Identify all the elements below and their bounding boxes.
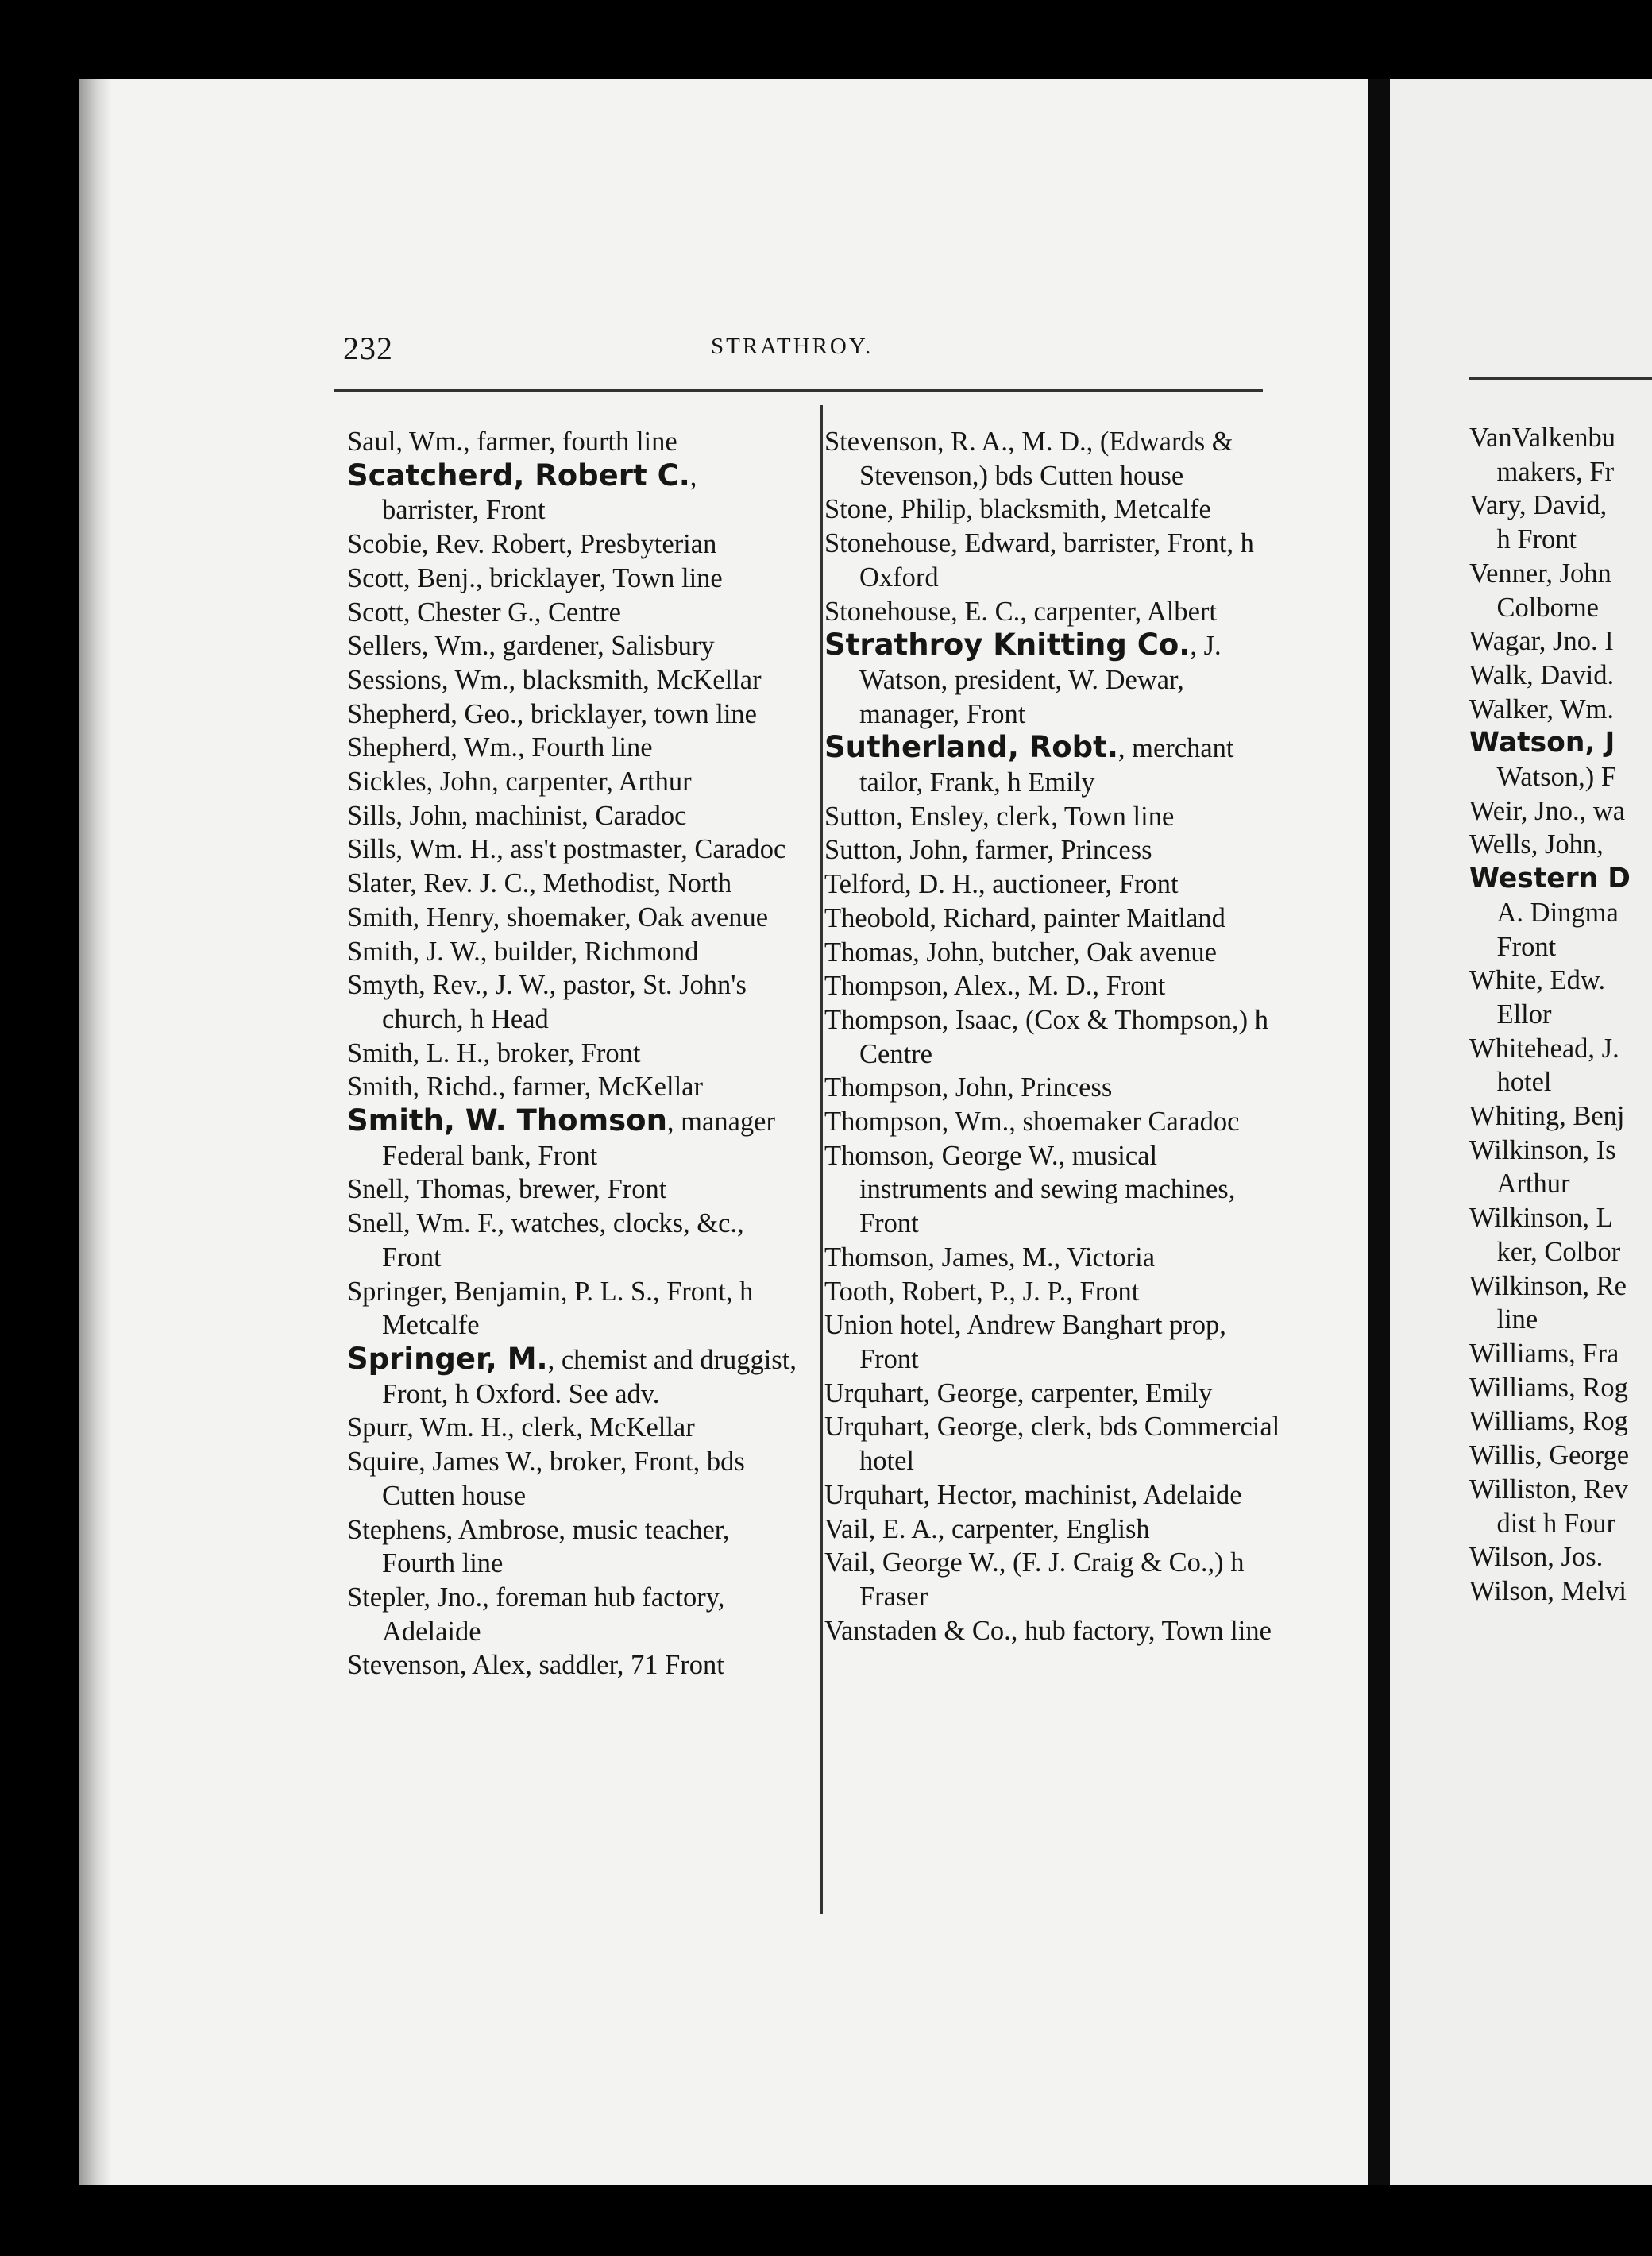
directory-entry (347, 527, 800, 562)
partial-entry-line: Arthur (1469, 1169, 1570, 1199)
page-edge-shadow (79, 79, 110, 2185)
partial-entry-line: dist h Four (1469, 1508, 1616, 1539)
entry-text: Slater, Rev. J. C., Methodist, North (347, 868, 732, 899)
entry-text: Thompson, John, Princess (824, 1072, 1113, 1103)
directory-entry (824, 1614, 1281, 1648)
entry-text: Shepherd, Geo., bricklayer, town line (347, 698, 757, 729)
entry-text: Spurr, Wm. H., clerk, McKellar (347, 1412, 695, 1443)
directory-entry (824, 1003, 1281, 1071)
entry-text: Smith, J. W., builder, Richmond (347, 936, 699, 967)
entry-text: , manager Federal bank, Front (382, 1107, 775, 1171)
entry-text: Thomas, John, butcher, Oak avenue (824, 937, 1217, 968)
entry-text: Scott, Benj., bricklayer, Town line (347, 562, 723, 593)
directory-entry (824, 1275, 1281, 1309)
entry-text: Sills, Wm. H., ass't postmaster, Caradoc (347, 834, 786, 865)
entry-text: Snell, Thomas, brewer, Front (347, 1174, 667, 1205)
entry-text: Shepherd, Wm., Fourth line (347, 732, 653, 763)
entry-text: Union hotel, Andrew Banghart prop, Front (824, 1310, 1226, 1374)
directory-entry (824, 902, 1281, 936)
entry-name-bold: Springer, M. (347, 1341, 548, 1376)
partial-entry-line: Wilkinson, L (1469, 1203, 1613, 1234)
directory-entry (347, 459, 800, 527)
directory-entry (824, 1512, 1281, 1547)
entry-text: Stephens, Ambrose, music teacher, Fourth line (347, 1514, 730, 1579)
partial-entry-line: Watson, J (1469, 727, 1615, 759)
directory-entry (824, 1410, 1281, 1478)
directory-entry (824, 936, 1281, 970)
directory-entry (347, 968, 800, 1036)
entry-text: Thompson, Alex., M. D., Front (824, 971, 1166, 1002)
partial-entry-line: Williston, Rev (1469, 1474, 1628, 1505)
running-head: STRATHROY. (711, 334, 874, 359)
entry-text: Urquhart, Hector, machinist, Adelaide (824, 1479, 1242, 1510)
entry-text: Sessions, Wm., blacksmith, McKellar (347, 664, 762, 695)
right-page-head-rule (1469, 377, 1652, 380)
directory-entry (347, 867, 800, 901)
entry-text: Thomson, James, M., Victoria (824, 1242, 1156, 1273)
entry-text: Springer, Benjamin, P. L. S., Front, h Metcalfe (347, 1276, 754, 1341)
directory-entry (824, 425, 1281, 493)
partial-entry-line: hotel (1469, 1067, 1552, 1098)
directory-entry (824, 628, 1281, 731)
partial-entry-line: White, Edw. (1469, 965, 1606, 996)
entry-text: Tooth, Robert, P., J. P., Front (824, 1276, 1140, 1307)
directory-entry (347, 1275, 800, 1342)
entry-text: Stonehouse, E. C., carpenter, Albert (824, 596, 1217, 627)
partial-entry-line: Colborne (1469, 592, 1599, 623)
entry-text: , chemist and druggist, Front, h Oxford. See adv. (382, 1344, 797, 1409)
directory-entry (824, 1377, 1281, 1411)
entry-text: Sutton, John, farmer, Princess (824, 835, 1152, 866)
directory-entry (347, 799, 800, 833)
directory-entry (347, 731, 800, 765)
entry-text: Thomson, George W., musical instruments and sewing machines, Front (824, 1140, 1236, 1239)
directory-entry (347, 1037, 800, 1071)
entry-text: Scott, Chester G., Centre (347, 597, 621, 628)
entry-text: Snell, Wm. F., watches, clocks, &c., Front (347, 1208, 744, 1273)
directory-entry (347, 832, 800, 867)
entry-name-bold: Scatcherd, Robert C. (347, 458, 690, 493)
directory-entry (824, 1139, 1281, 1241)
directory-entry (347, 1342, 800, 1411)
directory-entry (347, 901, 800, 935)
directory-entry (347, 1070, 800, 1104)
entry-text: Saul, Wm., farmer, fourth line (347, 427, 677, 457)
directory-entry (347, 562, 800, 596)
entry-text: , merchant tailor, Frank, h Emily (859, 733, 1234, 798)
right-page (1390, 79, 1652, 2185)
directory-entry (347, 1513, 800, 1581)
directory-entry (824, 1071, 1281, 1105)
entry-name-bold: Smith, W. Thomson (347, 1103, 667, 1138)
partial-entry-line: VanValkenbu (1469, 423, 1615, 453)
partial-entry-line: Walk, David. (1469, 659, 1615, 690)
entry-name-bold: Sutherland, Robt. (824, 730, 1118, 765)
partial-entry-line: Wilkinson, Re (1469, 1270, 1627, 1301)
directory-entry (347, 697, 800, 732)
partial-entry-line: Watson,) F (1469, 762, 1617, 793)
entry-text: Smith, L. H., broker, Front (347, 1037, 641, 1068)
partial-entry-line: Front (1469, 931, 1557, 962)
partial-entry-line: Wagar, Jno. I (1469, 626, 1614, 657)
entry-text: Smyth, Rev., J. W., pastor, St. John's church, h Head (347, 970, 747, 1034)
page-number: 232 (343, 330, 393, 366)
partial-entry-line: Vary, David, (1469, 490, 1608, 521)
partial-entry-line: Wilson, Jos. (1469, 1542, 1604, 1573)
entry-text: , barrister, Front (382, 461, 697, 526)
entry-text: Sills, John, machinist, Caradoc (347, 800, 687, 831)
entry-text: Vail, George W., (F. J. Craig & Co.,) h Fraser (824, 1547, 1245, 1612)
directory-entry (824, 1478, 1281, 1512)
right-page-column (1469, 421, 1652, 1609)
directory-entry (347, 629, 800, 663)
directory-entry (347, 935, 800, 969)
entry-text: Sellers, Wm., gardener, Salisbury (347, 631, 715, 662)
partial-entry-line: Williams, Rog (1469, 1372, 1628, 1403)
directory-column-left (347, 425, 800, 1682)
entry-text: Smith, Richd., farmer, McKellar (347, 1072, 703, 1103)
entry-text: , J. Watson, president, W. Dewar, manager, Front (859, 631, 1222, 729)
book-gutter (1368, 79, 1390, 2185)
partial-entry-line: Willis, George (1469, 1440, 1630, 1471)
directory-entry (824, 1546, 1281, 1613)
entry-text: Thompson, Isaac, (Cox & Thompson,) h Centre (824, 1004, 1268, 1069)
partial-entry-line: Whitehead, J. (1469, 1033, 1619, 1064)
partial-entry-line: Williams, Fra (1469, 1338, 1619, 1369)
partial-entry-line: Whiting, Benj (1469, 1101, 1625, 1132)
entry-text: Stevenson, Alex, saddler, 71 Front (347, 1650, 724, 1681)
partial-entry-line: Weir, Jno., wa (1469, 795, 1626, 826)
directory-entry (347, 1648, 800, 1682)
entry-text: Vanstaden & Co., hub factory, Town line (824, 1615, 1272, 1646)
partial-entry-line: Ellor (1469, 999, 1552, 1029)
directory-entry (824, 800, 1281, 834)
partial-entry-line: makers, Fr (1469, 456, 1615, 487)
directory-entry (347, 1172, 800, 1207)
directory-entry (347, 1104, 800, 1172)
entry-text: Stepler, Jno., foreman hub factory, Adelaide (347, 1582, 725, 1647)
partial-entry-line: Wilson, Melvi (1469, 1575, 1627, 1606)
partial-entry-line: h Front (1469, 524, 1577, 555)
directory-entry (824, 1105, 1281, 1139)
directory-entry (824, 969, 1281, 1003)
directory-entry (824, 833, 1281, 867)
directory-entry (347, 1581, 800, 1648)
directory-entry (824, 595, 1281, 629)
partial-entry-line: Wilkinson, Is (1469, 1134, 1616, 1165)
directory-entry (824, 1308, 1281, 1376)
entry-text: Stevenson, R. A., M. D., (Edwards & Stevenson,) bds Cutten house (824, 427, 1233, 491)
entry-text: Vail, E. A., carpenter, English (824, 1513, 1150, 1544)
entry-text: Sutton, Ensley, clerk, Town line (824, 801, 1175, 832)
directory-entry (347, 596, 800, 630)
directory-entry (824, 493, 1281, 527)
entry-text: Urquhart, George, carpenter, Emily (824, 1377, 1213, 1408)
directory-entry (347, 1207, 800, 1274)
entry-text: Stone, Philip, blacksmith, Metcalfe (824, 494, 1211, 525)
entry-text: Stonehouse, Edward, barrister, Front, h Oxford (824, 528, 1254, 593)
entry-text: Smith, Henry, shoemaker, Oak avenue (347, 902, 769, 933)
entry-name-bold: Strathroy Knitting Co. (824, 628, 1191, 663)
directory-entry (824, 1241, 1281, 1275)
directory-entry (347, 1411, 800, 1445)
entry-text: Squire, James W., broker, Front, bds Cutten house (347, 1447, 745, 1511)
directory-entry (824, 527, 1281, 594)
entry-text: Thompson, Wm., shoemaker Caradoc (824, 1107, 1240, 1138)
directory-column-middle (824, 425, 1281, 1648)
partial-entry-line: A. Dingma (1469, 897, 1619, 928)
header-rule (334, 389, 1263, 392)
directory-entry (347, 663, 800, 697)
entry-text: Theobold, Richard, painter Maitland (824, 902, 1225, 933)
partial-entry-line: Walker, Wm. (1469, 693, 1615, 724)
entry-text: Scobie, Rev. Robert, Presbyterian (347, 529, 717, 560)
entry-text: Urquhart, George, clerk, bds Commercial hotel (824, 1412, 1280, 1477)
directory-entry (347, 425, 800, 459)
partial-entry-line: line (1469, 1304, 1538, 1335)
column-divider (820, 405, 823, 1914)
entry-text: Telford, D. H., auctioneer, Front (824, 869, 1179, 900)
partial-entry-line: Western D (1469, 863, 1631, 895)
partial-entry-line: Wells, John, (1469, 829, 1604, 860)
directory-entry (824, 731, 1281, 799)
entry-text: Sickles, John, carpenter, Arthur (347, 767, 692, 798)
partial-entry-line: Venner, John (1469, 558, 1611, 589)
directory-entry (824, 867, 1281, 902)
partial-entry-line: Williams, Rog (1469, 1406, 1628, 1437)
directory-entry (347, 1445, 800, 1512)
directory-entry (347, 765, 800, 799)
partial-entry-line: ker, Colbor (1469, 1236, 1621, 1267)
